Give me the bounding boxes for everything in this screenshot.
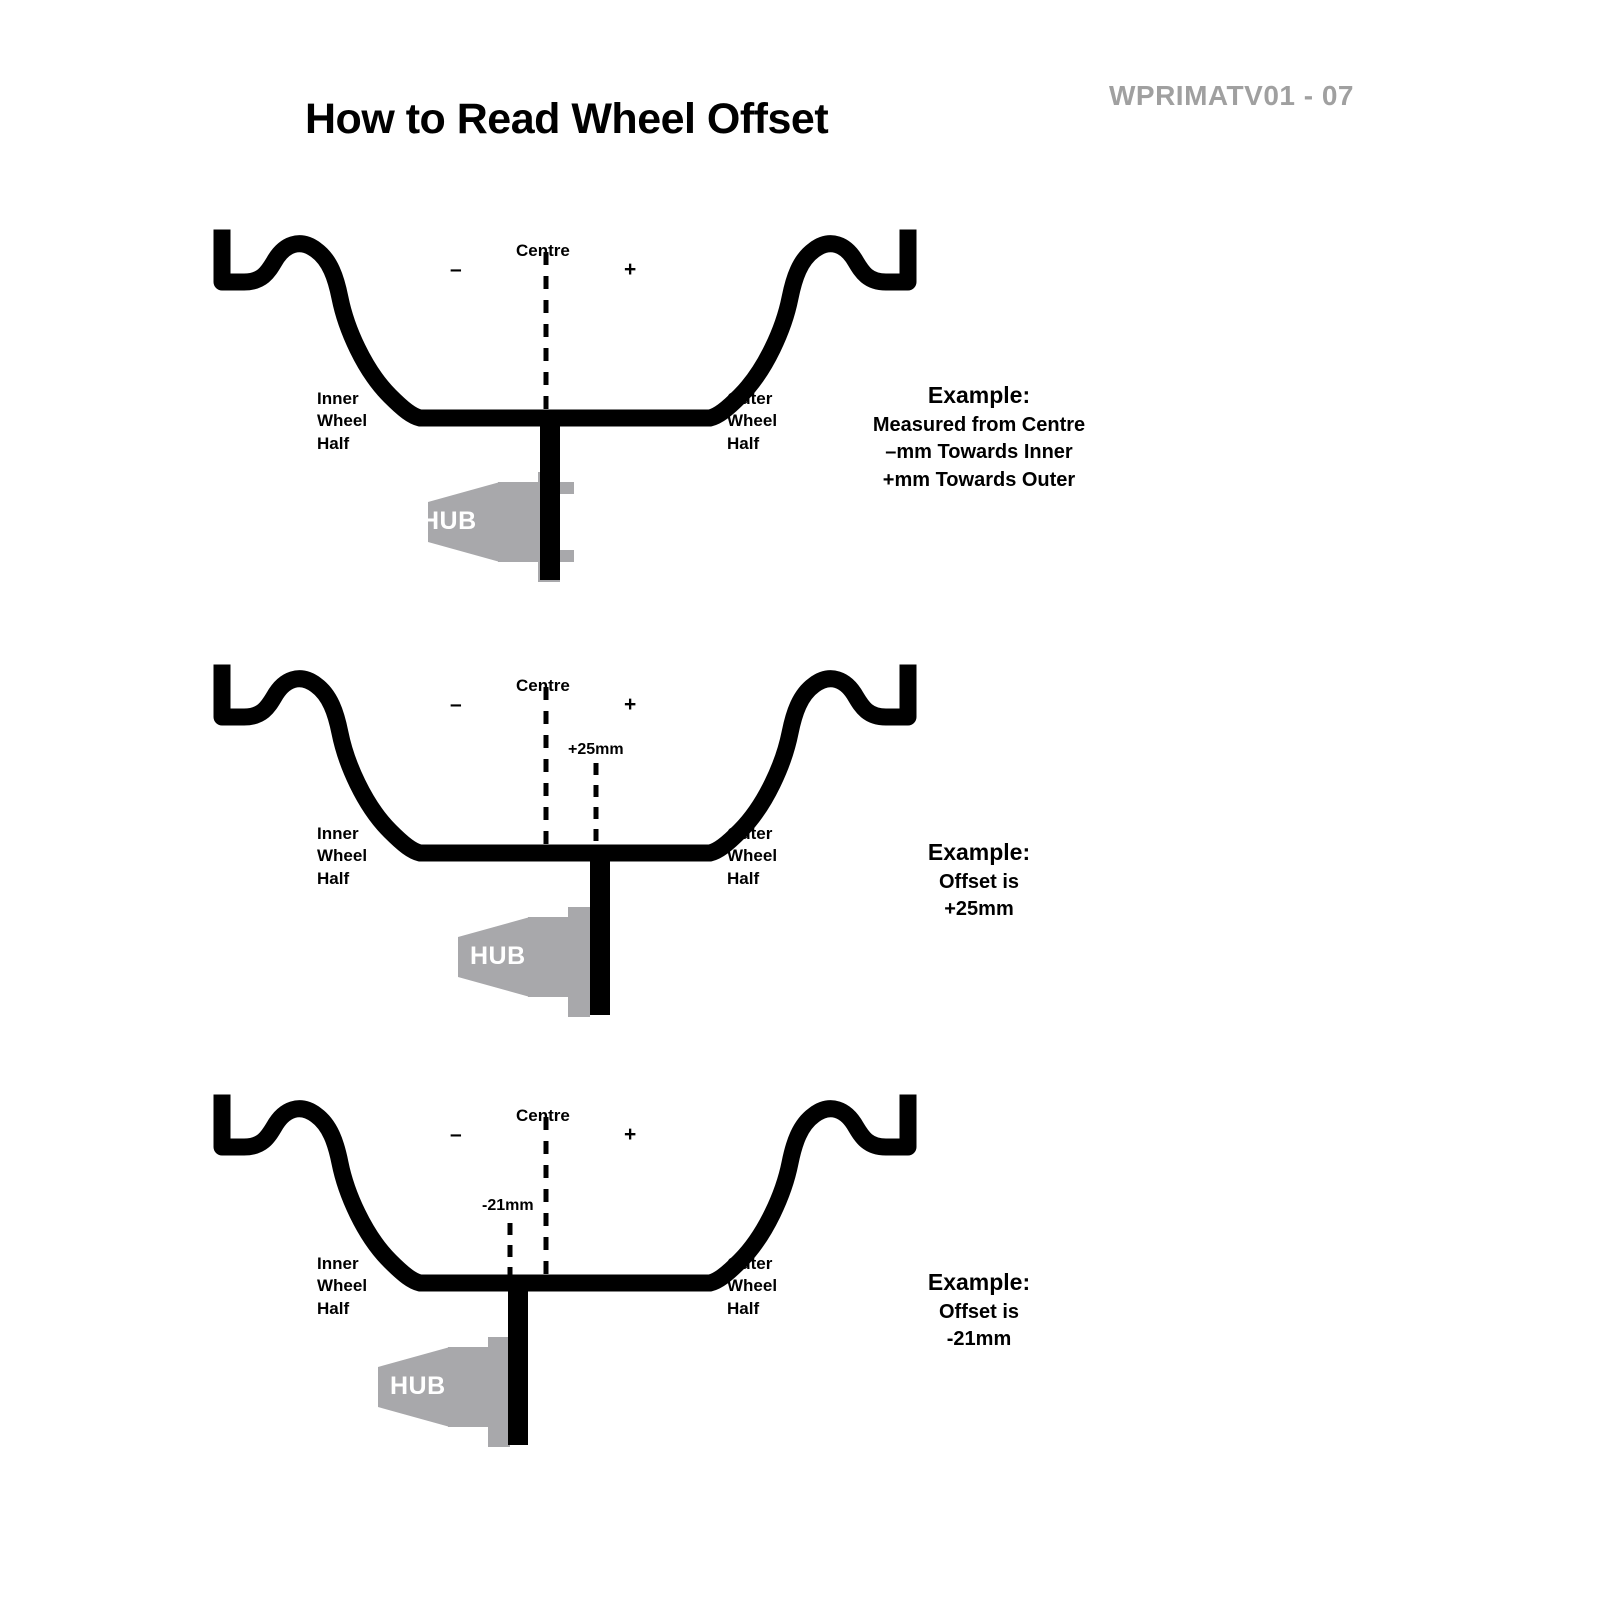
diagram-3 xyxy=(0,1075,1600,1515)
outer-wheel-half-label-3 xyxy=(727,1253,777,1320)
example-2-line-0: Example: xyxy=(927,839,1031,865)
outer-wheel-half-label-2 xyxy=(727,823,777,890)
inner-wheel-half-label-2 xyxy=(317,823,367,890)
minus-sign-2: – xyxy=(450,693,462,716)
hub-label-1: HUB xyxy=(421,507,477,535)
outer-label-line-2: Wheel xyxy=(727,411,778,431)
outer-label-line-1: Outer xyxy=(727,389,773,408)
wheel-cross-section-3 xyxy=(0,1075,1600,1515)
hub-label-2: HUB xyxy=(470,942,526,970)
example-3-line-1: Offset is xyxy=(938,1300,1020,1323)
outer-label-line-1: Outer xyxy=(727,1254,773,1273)
part-code: WPRIMATV01 - 07 xyxy=(1108,80,1354,111)
inner-wheel-half-label-3 xyxy=(317,1253,367,1320)
example-1-line-1: Measured from Centre xyxy=(872,413,1086,436)
example-1-line-0: Example: xyxy=(927,382,1031,408)
example-1-line-2: –mm Towards Inner xyxy=(885,441,1073,464)
minus-sign-1: – xyxy=(450,258,462,281)
inner-label-line-1: Inner xyxy=(317,389,359,408)
wheel-cross-section-1 xyxy=(0,210,1600,650)
offset-value-label-3: -21mm xyxy=(482,1197,534,1214)
centre-label-2: Centre xyxy=(516,676,570,695)
example-3-line-0: Example: xyxy=(927,1269,1031,1295)
diagram-1 xyxy=(0,210,1600,650)
example-2-line-1: Offset is xyxy=(938,870,1020,893)
centre-label-3: Centre xyxy=(516,1106,570,1125)
wheel-disc-3 xyxy=(508,1283,528,1445)
wheel-disc-1 xyxy=(540,418,560,580)
outer-label-line-3: Half xyxy=(727,1298,760,1318)
inner-label-line-3: Half xyxy=(317,868,350,888)
outer-wheel-half-label-1 xyxy=(727,388,777,455)
example-2-line-2: +25mm xyxy=(944,898,1014,921)
example-1-line-3: +mm Towards Outer xyxy=(882,468,1076,491)
offset-value-label-2: +25mm xyxy=(568,741,624,758)
plus-sign-3: + xyxy=(624,1123,637,1146)
inner-label-line-1: Inner xyxy=(317,1254,359,1273)
wheel-cross-section-2 xyxy=(0,645,1600,1085)
inner-label-line-2: Wheel xyxy=(317,1276,368,1296)
inner-label-line-2: Wheel xyxy=(317,846,368,866)
outer-label-line-1: Outer xyxy=(727,824,773,843)
inner-label-line-1: Inner xyxy=(317,824,359,843)
inner-label-line-2: Wheel xyxy=(317,411,368,431)
outer-label-line-2: Wheel xyxy=(727,1276,778,1296)
plus-sign-1: + xyxy=(624,258,637,281)
inner-label-line-3: Half xyxy=(317,433,350,453)
page-title: How to Read Wheel Offset xyxy=(305,95,829,143)
example-text-1 xyxy=(868,380,1090,495)
outer-label-line-3: Half xyxy=(727,868,760,888)
example-text-2 xyxy=(868,837,1090,924)
inner-label-line-3: Half xyxy=(317,1298,350,1318)
outer-label-line-2: Wheel xyxy=(727,846,778,866)
wheel-disc-2 xyxy=(590,853,610,1015)
minus-sign-3: – xyxy=(450,1123,462,1146)
example-3-line-2: -21mm xyxy=(946,1328,1012,1351)
example-text-3 xyxy=(868,1267,1090,1354)
diagram-2 xyxy=(0,645,1600,1085)
inner-wheel-half-label-1 xyxy=(317,388,367,455)
plus-sign-2: + xyxy=(624,693,637,716)
centre-label-1: Centre xyxy=(516,241,570,260)
hub-label-3: HUB xyxy=(390,1372,446,1400)
outer-label-line-3: Half xyxy=(727,433,760,453)
